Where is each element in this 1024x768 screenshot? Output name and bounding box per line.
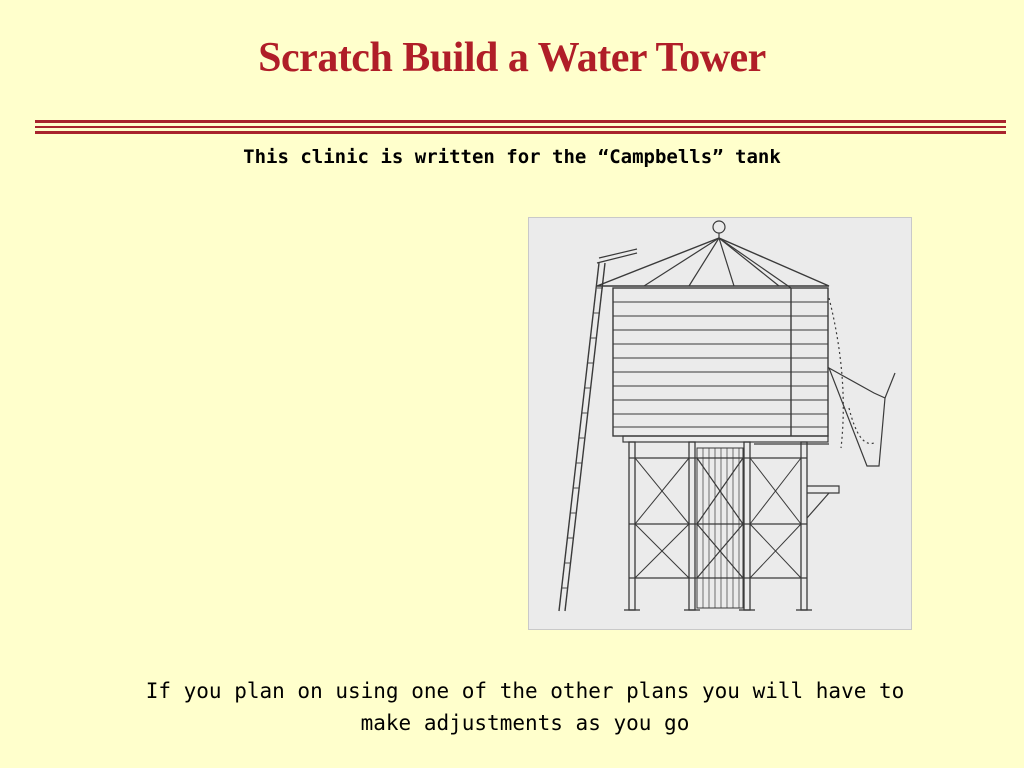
slide-subtitle: This clinic is written for the “Campbells” tank xyxy=(243,146,781,168)
footer-note xyxy=(110,675,940,739)
water-tower-drawing xyxy=(528,217,912,630)
title-divider-top xyxy=(35,120,1006,123)
title-divider-bottom xyxy=(35,131,1006,134)
slide-title: Scratch Build a Water Tower xyxy=(258,35,766,81)
footer-line-2: make adjustments as you go xyxy=(360,711,690,735)
footer-line-1: If you plan on using one of the other plans you will have to xyxy=(145,679,905,703)
water-tower-illustration xyxy=(529,218,911,629)
title-divider-middle xyxy=(35,126,1006,128)
